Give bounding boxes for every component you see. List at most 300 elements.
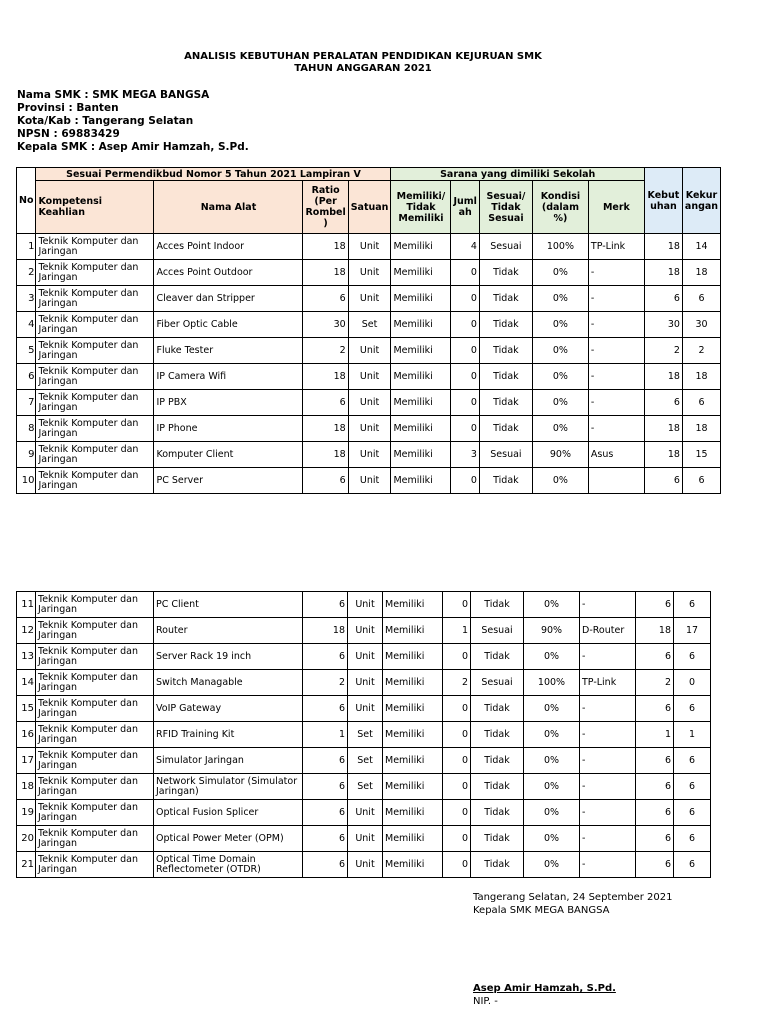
- row-kompetensi: Teknik Komputer dan Jaringan: [36, 696, 154, 722]
- row-memiliki: Memiliki: [383, 852, 443, 878]
- row-kompetensi: Teknik Komputer dan Jaringan: [36, 442, 154, 468]
- row-sesuai: Tidak: [471, 774, 524, 800]
- row-ratio: 6: [303, 390, 348, 416]
- row-nama-alat: Simulator Jaringan: [154, 748, 303, 774]
- signature-name: Asep Amir Hamzah, S.Pd.: [473, 983, 616, 994]
- row-no: 2: [17, 260, 36, 286]
- row-kekurangan: 6: [682, 468, 720, 494]
- row-satuan: Unit: [348, 670, 383, 696]
- row-kompetensi: Teknik Komputer dan Jaringan: [36, 800, 154, 826]
- row-no: 6: [17, 364, 36, 390]
- row-kompetensi: Teknik Komputer dan Jaringan: [36, 592, 154, 618]
- row-nama-alat: PC Client: [154, 592, 303, 618]
- row-kondisi: 0%: [524, 644, 580, 670]
- row-sesuai: Tidak: [479, 260, 532, 286]
- row-satuan: Unit: [348, 468, 391, 494]
- row-satuan: Unit: [348, 644, 383, 670]
- row-sesuai: Tidak: [479, 338, 532, 364]
- row-no: 16: [17, 722, 36, 748]
- row-no: 3: [17, 286, 36, 312]
- row-satuan: Unit: [348, 696, 383, 722]
- header-nama-alat: Nama Alat: [154, 181, 303, 234]
- header-sesuai: Sesuai/ Tidak Sesuai: [479, 181, 532, 234]
- table-row: [17, 670, 711, 696]
- row-kekurangan: 6: [674, 826, 711, 852]
- row-no: 17: [17, 748, 36, 774]
- row-jumlah: 4: [451, 234, 479, 260]
- row-merk: -: [588, 338, 644, 364]
- row-kondisi: 0%: [532, 390, 588, 416]
- row-sesuai: Tidak: [479, 468, 532, 494]
- row-jumlah: 0: [443, 826, 471, 852]
- row-ratio: 1: [303, 722, 348, 748]
- row-ratio: 6: [303, 286, 348, 312]
- table-row: [17, 234, 721, 260]
- row-nama-alat: IP PBX: [154, 390, 303, 416]
- row-memiliki: Memiliki: [391, 260, 451, 286]
- row-merk: -: [588, 416, 644, 442]
- row-kondisi: 0%: [532, 338, 588, 364]
- row-no: 1: [17, 234, 36, 260]
- row-kondisi: 0%: [524, 748, 580, 774]
- row-satuan: Set: [348, 312, 391, 338]
- table-row: [17, 722, 711, 748]
- row-kondisi: 0%: [524, 774, 580, 800]
- row-ratio: 6: [303, 644, 348, 670]
- row-memiliki: Memiliki: [391, 416, 451, 442]
- row-kebutuhan: 6: [644, 468, 682, 494]
- row-kompetensi: Teknik Komputer dan Jaringan: [36, 312, 154, 338]
- row-ratio: 18: [303, 364, 348, 390]
- row-jumlah: 0: [451, 312, 479, 338]
- row-kompetensi: Teknik Komputer dan Jaringan: [36, 416, 154, 442]
- row-kebutuhan: 6: [644, 286, 682, 312]
- row-memiliki: Memiliki: [391, 312, 451, 338]
- row-sesuai: Tidak: [479, 390, 532, 416]
- row-ratio: 18: [303, 442, 348, 468]
- row-satuan: Unit: [348, 826, 383, 852]
- signature-role: Kepala SMK MEGA BANGSA: [473, 905, 610, 916]
- row-sesuai: Tidak: [479, 312, 532, 338]
- row-kebutuhan: 18: [644, 234, 682, 260]
- row-sesuai: Tidak: [471, 722, 524, 748]
- header-kekurangan: Kekur angan: [682, 168, 720, 234]
- row-kompetensi: Teknik Komputer dan Jaringan: [36, 468, 154, 494]
- row-kekurangan: 6: [674, 774, 711, 800]
- row-kebutuhan: 30: [644, 312, 682, 338]
- row-nama-alat: Komputer Client: [154, 442, 303, 468]
- row-merk: TP-Link: [588, 234, 644, 260]
- row-memiliki: Memiliki: [383, 748, 443, 774]
- table-row: [17, 390, 721, 416]
- row-kebutuhan: 18: [644, 416, 682, 442]
- row-nama-alat: Switch Managable: [154, 670, 303, 696]
- row-memiliki: Memiliki: [383, 644, 443, 670]
- row-memiliki: Memiliki: [383, 670, 443, 696]
- row-merk: -: [580, 748, 636, 774]
- row-merk: -: [588, 364, 644, 390]
- header-kebutuhan: Kebut uhan: [644, 168, 682, 234]
- row-kompetensi: Teknik Komputer dan Jaringan: [36, 826, 154, 852]
- signature-nip: NIP. -: [473, 996, 498, 1007]
- npsn: NPSN : 69883429: [17, 128, 120, 140]
- row-merk: -: [580, 644, 636, 670]
- row-kebutuhan: 6: [636, 644, 674, 670]
- group-header-standard: Sesuai Permendikbud Nomor 5 Tahun 2021 Lampiran V: [36, 168, 391, 181]
- row-sesuai: Tidak: [471, 852, 524, 878]
- row-satuan: Unit: [348, 338, 391, 364]
- row-kekurangan: 6: [674, 644, 711, 670]
- row-kompetensi: Teknik Komputer dan Jaringan: [36, 338, 154, 364]
- document-subtitle: TAHUN ANGGARAN 2021: [294, 63, 432, 74]
- row-no: 18: [17, 774, 36, 800]
- header-kondisi: Kondisi (dalam %): [532, 181, 588, 234]
- row-sesuai: Tidak: [479, 286, 532, 312]
- row-jumlah: 0: [443, 774, 471, 800]
- row-memiliki: Memiliki: [383, 800, 443, 826]
- province: Provinsi : Banten: [17, 102, 119, 114]
- row-kompetensi: Teknik Komputer dan Jaringan: [36, 234, 154, 260]
- row-kondisi: 0%: [524, 592, 580, 618]
- row-kondisi: 0%: [524, 722, 580, 748]
- row-kekurangan: 17: [674, 618, 711, 644]
- row-sesuai: Tidak: [471, 826, 524, 852]
- header-jumlah: Juml ah: [451, 181, 479, 234]
- row-kebutuhan: 6: [636, 774, 674, 800]
- row-ratio: 6: [303, 748, 348, 774]
- row-memiliki: Memiliki: [391, 234, 451, 260]
- table-row: [17, 416, 721, 442]
- row-nama-alat: Fluke Tester: [154, 338, 303, 364]
- row-jumlah: 0: [451, 260, 479, 286]
- row-kebutuhan: 6: [644, 390, 682, 416]
- row-no: 7: [17, 390, 36, 416]
- row-jumlah: 0: [443, 800, 471, 826]
- row-kekurangan: 14: [682, 234, 720, 260]
- row-sesuai: Tidak: [471, 592, 524, 618]
- row-kompetensi: Teknik Komputer dan Jaringan: [36, 260, 154, 286]
- row-satuan: Set: [348, 722, 383, 748]
- row-kebutuhan: 6: [636, 592, 674, 618]
- row-sesuai: Sesuai: [471, 618, 524, 644]
- row-kondisi: 0%: [532, 416, 588, 442]
- row-kondisi: 0%: [532, 364, 588, 390]
- row-jumlah: 0: [451, 338, 479, 364]
- header-kompetensi: Kompetensi Keahlian: [36, 181, 154, 234]
- row-jumlah: 0: [443, 852, 471, 878]
- header-memiliki: Memiliki/ Tidak Memiliki: [391, 181, 451, 234]
- row-kebutuhan: 18: [644, 364, 682, 390]
- row-memiliki: Memiliki: [391, 338, 451, 364]
- row-ratio: 18: [303, 234, 348, 260]
- row-kekurangan: 15: [682, 442, 720, 468]
- row-nama-alat: Network Simulator (Simulator Jaringan): [154, 774, 303, 800]
- row-ratio: 6: [303, 800, 348, 826]
- row-merk: D-Router: [580, 618, 636, 644]
- document-title: ANALISIS KEBUTUHAN PERALATAN PENDIDIKAN KEJURUAN SMK: [184, 51, 542, 62]
- row-memiliki: Memiliki: [391, 442, 451, 468]
- row-nama-alat: RFID Training Kit: [154, 722, 303, 748]
- row-kondisi: 0%: [532, 260, 588, 286]
- row-satuan: Unit: [348, 260, 391, 286]
- row-kondisi: 100%: [524, 670, 580, 696]
- row-sesuai: Tidak: [471, 800, 524, 826]
- row-kebutuhan: 6: [636, 800, 674, 826]
- row-nama-alat: Server Rack 19 inch: [154, 644, 303, 670]
- row-satuan: Unit: [348, 618, 383, 644]
- table-row: [17, 696, 711, 722]
- row-memiliki: Memiliki: [383, 826, 443, 852]
- table-row: [17, 468, 721, 494]
- row-jumlah: 0: [443, 592, 471, 618]
- table-row: [17, 644, 711, 670]
- row-kebutuhan: 2: [636, 670, 674, 696]
- row-kondisi: 90%: [524, 618, 580, 644]
- row-memiliki: Memiliki: [391, 286, 451, 312]
- row-nama-alat: Fiber Optic Cable: [154, 312, 303, 338]
- row-satuan: Unit: [348, 800, 383, 826]
- row-kompetensi: Teknik Komputer dan Jaringan: [36, 618, 154, 644]
- row-kekurangan: 18: [682, 364, 720, 390]
- header-no: No: [17, 168, 36, 234]
- row-nama-alat: Cleaver dan Stripper: [154, 286, 303, 312]
- row-kompetensi: Teknik Komputer dan Jaringan: [36, 670, 154, 696]
- row-no: 4: [17, 312, 36, 338]
- row-kekurangan: 6: [674, 800, 711, 826]
- row-jumlah: 0: [443, 696, 471, 722]
- row-kondisi: 90%: [532, 442, 588, 468]
- row-no: 11: [17, 592, 36, 618]
- row-ratio: 6: [303, 826, 348, 852]
- row-sesuai: Tidak: [471, 748, 524, 774]
- row-merk: -: [588, 390, 644, 416]
- table-row: [17, 774, 711, 800]
- row-kompetensi: Teknik Komputer dan Jaringan: [36, 286, 154, 312]
- group-header-school: Sarana yang dimiliki Sekolah: [391, 168, 644, 181]
- row-kondisi: 0%: [524, 800, 580, 826]
- row-sesuai: Tidak: [471, 696, 524, 722]
- row-satuan: Unit: [348, 234, 391, 260]
- table-row: [17, 618, 711, 644]
- table-row: [17, 312, 721, 338]
- principal: Kepala SMK : Asep Amir Hamzah, S.Pd.: [17, 141, 249, 153]
- equipment-table-page2: [16, 591, 711, 878]
- row-kebutuhan: 6: [636, 748, 674, 774]
- row-ratio: 18: [303, 618, 348, 644]
- row-jumlah: 0: [451, 468, 479, 494]
- row-kebutuhan: 6: [636, 696, 674, 722]
- row-ratio: 30: [303, 312, 348, 338]
- row-kondisi: 0%: [524, 696, 580, 722]
- table-row: [17, 800, 711, 826]
- row-ratio: 2: [303, 338, 348, 364]
- row-jumlah: 0: [451, 364, 479, 390]
- school-name: Nama SMK : SMK MEGA BANGSA: [17, 89, 210, 101]
- row-kekurangan: 18: [682, 416, 720, 442]
- row-kebutuhan: 6: [636, 852, 674, 878]
- row-no: 5: [17, 338, 36, 364]
- row-jumlah: 1: [443, 618, 471, 644]
- row-kekurangan: 1: [674, 722, 711, 748]
- row-no: 9: [17, 442, 36, 468]
- table-row: [17, 826, 711, 852]
- row-memiliki: Memiliki: [383, 618, 443, 644]
- row-kebutuhan: 18: [644, 260, 682, 286]
- row-kondisi: 0%: [532, 468, 588, 494]
- row-nama-alat: Optical Time Domain Reflectometer (OTDR): [154, 852, 303, 878]
- row-nama-alat: Optical Fusion Splicer: [154, 800, 303, 826]
- row-sesuai: Tidak: [479, 416, 532, 442]
- row-kebutuhan: 18: [636, 618, 674, 644]
- row-sesuai: Sesuai: [479, 442, 532, 468]
- header-ratio: Ratio (Per Rombel ): [303, 181, 348, 234]
- row-satuan: Set: [348, 748, 383, 774]
- row-kebutuhan: 2: [644, 338, 682, 364]
- row-merk: -: [588, 260, 644, 286]
- row-merk: -: [588, 312, 644, 338]
- row-satuan: Unit: [348, 364, 391, 390]
- row-kondisi: 100%: [532, 234, 588, 260]
- row-kebutuhan: 6: [636, 826, 674, 852]
- row-ratio: 6: [303, 774, 348, 800]
- row-memiliki: Memiliki: [383, 696, 443, 722]
- row-satuan: Unit: [348, 852, 383, 878]
- row-kompetensi: Teknik Komputer dan Jaringan: [36, 774, 154, 800]
- row-kekurangan: 6: [682, 390, 720, 416]
- row-kompetensi: Teknik Komputer dan Jaringan: [36, 644, 154, 670]
- row-merk: -: [580, 592, 636, 618]
- row-ratio: 18: [303, 416, 348, 442]
- row-nama-alat: Acces Point Indoor: [154, 234, 303, 260]
- row-kekurangan: 6: [674, 852, 711, 878]
- row-satuan: Set: [348, 774, 383, 800]
- row-ratio: 6: [303, 852, 348, 878]
- row-satuan: Unit: [348, 592, 383, 618]
- school-info: [17, 89, 249, 154]
- row-ratio: 6: [303, 696, 348, 722]
- row-merk: -: [580, 722, 636, 748]
- row-no: 12: [17, 618, 36, 644]
- row-kekurangan: 30: [682, 312, 720, 338]
- row-no: 8: [17, 416, 36, 442]
- row-memiliki: Memiliki: [391, 364, 451, 390]
- row-kekurangan: 6: [682, 286, 720, 312]
- row-kompetensi: Teknik Komputer dan Jaringan: [36, 722, 154, 748]
- row-ratio: 6: [303, 468, 348, 494]
- row-merk: -: [580, 696, 636, 722]
- row-ratio: 6: [303, 592, 348, 618]
- row-jumlah: 0: [451, 390, 479, 416]
- row-merk: -: [580, 852, 636, 878]
- row-kompetensi: Teknik Komputer dan Jaringan: [36, 852, 154, 878]
- row-jumlah: 2: [443, 670, 471, 696]
- table-row: [17, 748, 711, 774]
- row-kekurangan: 18: [682, 260, 720, 286]
- row-no: 14: [17, 670, 36, 696]
- row-satuan: Unit: [348, 416, 391, 442]
- row-jumlah: 3: [451, 442, 479, 468]
- row-kondisi: 0%: [532, 286, 588, 312]
- equipment-table-page1: [16, 167, 721, 494]
- row-merk: TP-Link: [580, 670, 636, 696]
- row-nama-alat: VoIP Gateway: [154, 696, 303, 722]
- row-kompetensi: Teknik Komputer dan Jaringan: [36, 364, 154, 390]
- table-row: [17, 592, 711, 618]
- row-kekurangan: 6: [674, 748, 711, 774]
- row-memiliki: Memiliki: [383, 592, 443, 618]
- header-satuan: Satuan: [348, 181, 391, 234]
- row-sesuai: Tidak: [479, 364, 532, 390]
- row-memiliki: Memiliki: [391, 390, 451, 416]
- row-sesuai: Tidak: [471, 644, 524, 670]
- table-row: [17, 286, 721, 312]
- table-row: [17, 364, 721, 390]
- row-kekurangan: 6: [674, 696, 711, 722]
- row-nama-alat: PC Server: [154, 468, 303, 494]
- table-row: [17, 442, 721, 468]
- row-sesuai: Sesuai: [471, 670, 524, 696]
- city: Kota/Kab : Tangerang Selatan: [17, 115, 194, 127]
- row-nama-alat: Router: [154, 618, 303, 644]
- row-merk: -: [580, 826, 636, 852]
- row-kondisi: 0%: [524, 826, 580, 852]
- row-jumlah: 0: [443, 722, 471, 748]
- row-merk: Asus: [588, 442, 644, 468]
- row-kondisi: 0%: [524, 852, 580, 878]
- row-kebutuhan: 18: [644, 442, 682, 468]
- row-kekurangan: 0: [674, 670, 711, 696]
- header-merk: Merk: [588, 181, 644, 234]
- row-no: 13: [17, 644, 36, 670]
- row-kondisi: 0%: [532, 312, 588, 338]
- row-satuan: Unit: [348, 390, 391, 416]
- row-no: 10: [17, 468, 36, 494]
- row-satuan: Unit: [348, 286, 391, 312]
- row-memiliki: Memiliki: [391, 468, 451, 494]
- row-merk: -: [580, 774, 636, 800]
- row-no: 15: [17, 696, 36, 722]
- row-no: 19: [17, 800, 36, 826]
- row-no: 21: [17, 852, 36, 878]
- row-nama-alat: Optical Power Meter (OPM): [154, 826, 303, 852]
- row-memiliki: Memiliki: [383, 774, 443, 800]
- row-no: 20: [17, 826, 36, 852]
- table-row: [17, 338, 721, 364]
- row-kompetensi: Teknik Komputer dan Jaringan: [36, 748, 154, 774]
- row-jumlah: 0: [451, 416, 479, 442]
- row-kekurangan: 2: [682, 338, 720, 364]
- row-memiliki: Memiliki: [383, 722, 443, 748]
- row-kekurangan: 6: [674, 592, 711, 618]
- row-ratio: 18: [303, 260, 348, 286]
- row-kebutuhan: 1: [636, 722, 674, 748]
- row-nama-alat: IP Camera Wifi: [154, 364, 303, 390]
- table-row: [17, 260, 721, 286]
- row-jumlah: 0: [443, 748, 471, 774]
- row-ratio: 2: [303, 670, 348, 696]
- row-sesuai: Sesuai: [479, 234, 532, 260]
- row-merk: [588, 468, 644, 494]
- row-nama-alat: Acces Point Outdoor: [154, 260, 303, 286]
- row-satuan: Unit: [348, 442, 391, 468]
- row-jumlah: 0: [451, 286, 479, 312]
- row-merk: -: [588, 286, 644, 312]
- signature-place-date: Tangerang Selatan, 24 September 2021: [473, 892, 673, 903]
- row-merk: -: [580, 800, 636, 826]
- row-nama-alat: IP Phone: [154, 416, 303, 442]
- table-row: [17, 852, 711, 878]
- row-kompetensi: Teknik Komputer dan Jaringan: [36, 390, 154, 416]
